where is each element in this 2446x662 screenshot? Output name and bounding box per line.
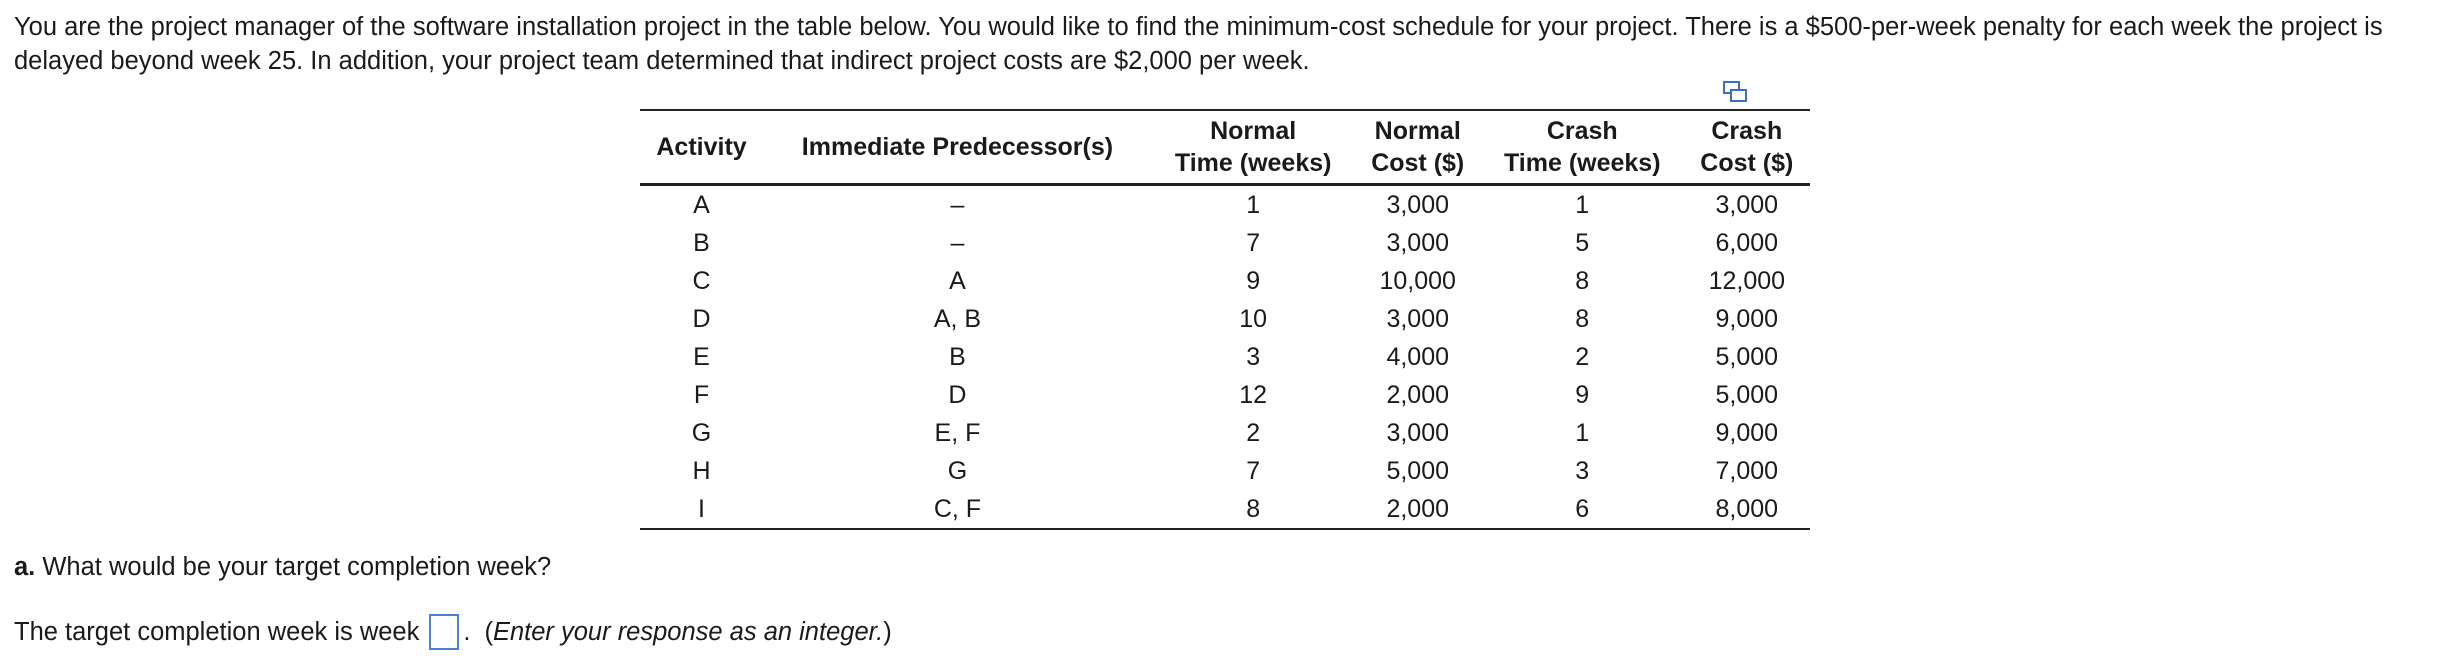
cell-normal-cost: 3,000 — [1386, 229, 1449, 257]
cell-crash-cost: 5,000 — [1715, 381, 1779, 409]
cell-crash-time: 1 — [1575, 191, 1590, 219]
answer-prefix: The target completion week is week — [14, 617, 420, 646]
header-normal-time-line1: Normal — [1210, 117, 1297, 145]
header-crash-time-line1: Crash — [1546, 117, 1618, 145]
cell-normal-time: 12 — [1239, 381, 1268, 409]
cell-predecessors: B — [949, 343, 966, 371]
header-normal-cost-line1: Normal — [1374, 117, 1461, 145]
header-normal-time-line2: Time (weeks) — [1174, 149, 1332, 177]
cell-normal-cost: 3,000 — [1386, 305, 1449, 333]
cell-crash-cost: 8,000 — [1684, 490, 1810, 529]
question-text: What would be your target completion week? — [35, 553, 552, 581]
cell-normal-time: 7 — [1246, 229, 1261, 257]
cell-crash-time: 3 — [1575, 457, 1590, 485]
table-row — [640, 490, 1810, 529]
problem-statement: You are the project manager of the software installation project in the table below. You would like to find the minimum-cost schedule for your project. There is a $500-per-week penalty for each week the project is delayed beyond week 25. In addition, your project team determined that indirect project costs are $2,000 per week. — [14, 13, 2383, 75]
cell-normal-time: 2 — [1246, 419, 1261, 447]
cell-normal-time: 8 — [1152, 490, 1355, 529]
header-crash-time-line2: Time (weeks) — [1503, 149, 1661, 177]
hint-open-paren: ( — [484, 617, 493, 646]
table-row — [640, 338, 1810, 376]
cell-crash-time: 8 — [1575, 305, 1590, 333]
copy-icon[interactable] — [1722, 80, 1748, 104]
cell-predecessors: C, F — [763, 490, 1152, 529]
cell-normal-cost: 5,000 — [1386, 457, 1449, 485]
answer-line — [14, 614, 892, 650]
cell-normal-time: 1 — [1246, 191, 1261, 219]
table-row — [640, 185, 1810, 225]
cell-crash-cost: 9,000 — [1715, 419, 1779, 447]
cell-predecessors: – — [950, 229, 965, 257]
cell-crash-time: 8 — [1575, 267, 1590, 295]
header-normal-cost-line2: Cost ($) — [1371, 149, 1465, 177]
cell-activity: F — [693, 381, 710, 409]
cell-activity: C — [692, 267, 711, 295]
cell-activity: H — [692, 457, 711, 485]
table-row — [640, 414, 1810, 452]
cell-normal-cost: 2,000 — [1355, 490, 1481, 529]
cell-crash-cost: 3,000 — [1715, 191, 1779, 219]
cell-crash-time: 5 — [1575, 229, 1590, 257]
cell-normal-time: 7 — [1246, 457, 1261, 485]
header-crash-cost-line2: Cost ($) — [1700, 149, 1794, 177]
table-row — [640, 224, 1810, 262]
cell-crash-time: 1 — [1575, 419, 1590, 447]
hint-close-paren: ) — [883, 617, 892, 646]
header-predecessors: Immediate Predecessor(s) — [763, 110, 1152, 185]
header-activity: Activity — [640, 110, 763, 185]
cell-crash-cost: 9,000 — [1715, 305, 1779, 333]
answer-hint: Enter your response as an integer. — [492, 617, 884, 646]
cell-normal-cost: 3,000 — [1386, 419, 1449, 447]
table-row — [640, 300, 1810, 338]
cell-activity: E — [693, 343, 710, 371]
table-row — [640, 376, 1810, 414]
cell-crash-time: 2 — [1575, 343, 1590, 371]
header-crash-time — [1481, 110, 1684, 185]
cell-predecessors: A — [949, 267, 966, 295]
cell-normal-time: 3 — [1246, 343, 1261, 371]
header-crash-cost — [1684, 110, 1810, 185]
cell-crash-cost: 12,000 — [1708, 267, 1786, 295]
question-label: a. — [14, 553, 36, 581]
cell-activity: A — [693, 191, 710, 219]
cell-crash-cost: 6,000 — [1715, 229, 1779, 257]
cell-normal-time: 9 — [1246, 267, 1261, 295]
table-row — [640, 452, 1810, 490]
cell-activity: D — [692, 305, 711, 333]
cell-crash-cost: 7,000 — [1715, 457, 1779, 485]
cell-crash-time: 9 — [1575, 381, 1590, 409]
header-crash-cost-line1: Crash — [1711, 117, 1783, 145]
cell-activity: I — [640, 490, 763, 529]
cell-crash-cost: 5,000 — [1715, 343, 1779, 371]
cell-normal-cost: 3,000 — [1386, 191, 1449, 219]
answer-suffix: . — [463, 617, 471, 646]
cell-activity: B — [693, 229, 710, 257]
cell-predecessors: A, B — [933, 305, 982, 333]
cell-predecessors: E, F — [934, 419, 981, 447]
header-normal-time — [1152, 110, 1355, 185]
question-a — [14, 553, 551, 582]
copy-icon-graphic — [1722, 80, 1748, 104]
cell-normal-cost: 10,000 — [1379, 267, 1456, 295]
project-activity-table — [640, 109, 1810, 530]
cell-normal-cost: 2,000 — [1386, 381, 1449, 409]
cell-normal-time: 10 — [1239, 305, 1268, 333]
cell-predecessors: G — [947, 457, 968, 485]
cell-activity: G — [691, 419, 712, 447]
header-normal-cost — [1355, 110, 1481, 185]
cell-normal-cost: 4,000 — [1386, 343, 1449, 371]
table-row — [640, 262, 1810, 300]
cell-predecessors: – — [950, 191, 965, 219]
cell-crash-time: 6 — [1481, 490, 1684, 529]
cell-predecessors: D — [948, 381, 967, 409]
table-header-row — [640, 110, 1810, 185]
target-week-input[interactable] — [429, 614, 459, 650]
